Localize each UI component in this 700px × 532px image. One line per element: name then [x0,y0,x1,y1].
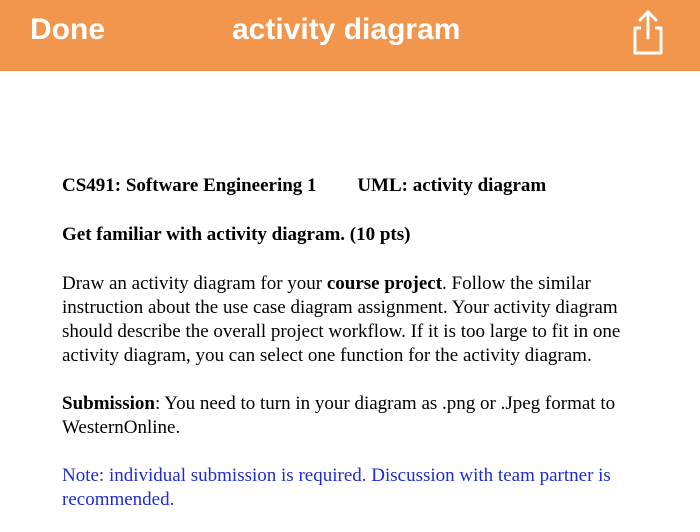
top-toolbar [0,0,700,71]
topic-title: UML: activity diagram [357,175,547,196]
submission-text: : You need to turn in your diagram as .png or .Jpeg format to WesternOnline. [62,393,616,438]
done-button[interactable]: Done [30,13,105,46]
document-title: activity diagram [232,13,461,46]
instructions-text-start: Draw an activity diagram for your [62,273,327,294]
submission-label: Submission [62,393,155,414]
document-body [62,174,662,512]
assignment-heading: Get familiar with activity diagram. (10 pts) [62,224,411,245]
instructions-text-end: . Follow the similar instruction about the use case diagram assignment. Your activity diagram should describe the overall project workflow. If it is too large to fit in one activity diagram, you can select one function for the activity diagram. [62,273,621,366]
share-icon[interactable] [628,8,668,56]
course-title: CS491: Software Engineering 1 [62,175,317,196]
header-line [62,174,662,198]
instructions-bold: course project [326,273,443,294]
submission-paragraph [62,392,662,440]
note-paragraph: Note: individual submission is required. Discussion with team partner is recommended. [62,465,611,510]
instructions-paragraph [62,272,662,368]
